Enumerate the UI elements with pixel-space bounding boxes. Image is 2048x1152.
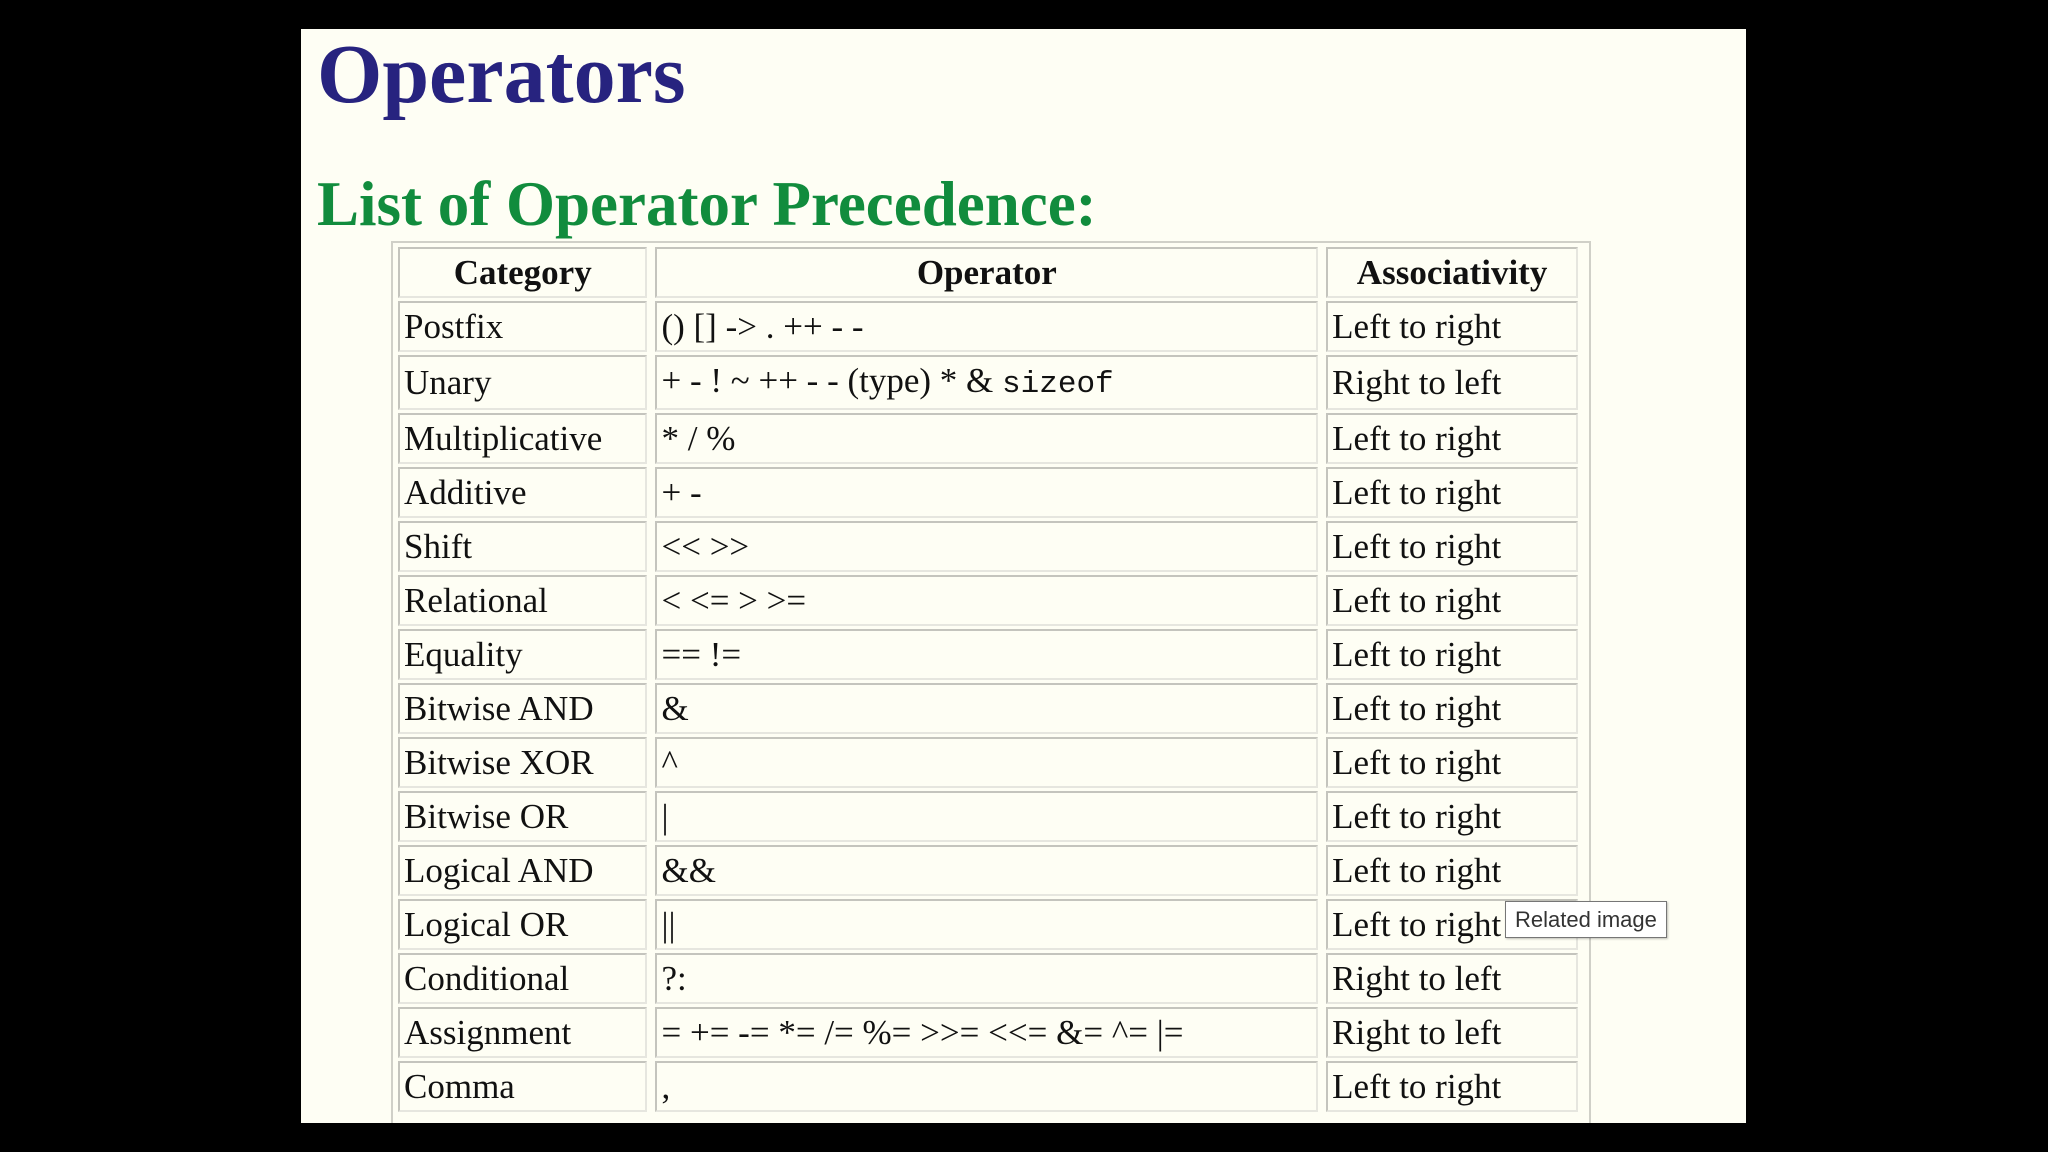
row-operator-cell [655,355,1318,410]
slide [301,29,1746,1123]
table-header-row [398,247,1578,298]
row-operator: == != [655,629,1318,680]
table-row [398,413,1578,464]
precedence-table-image[interactable] [391,241,1591,1123]
row-operator: & [655,683,1318,734]
row-category: Bitwise AND [398,683,647,734]
row-associativity: Left to right [1326,521,1578,572]
row-operator: + - [655,467,1318,518]
table-row [398,791,1578,842]
row-associativity: Right to left [1326,1007,1578,1058]
slide-subtitle: List of Operator Precedence: [317,169,1097,239]
row-category: Multiplicative [398,413,647,464]
row-associativity: Left to right [1326,301,1578,352]
row-operator: = += -= *= /= %= >>= <<= &= ^= |= [655,1007,1318,1058]
table-row [398,629,1578,680]
row-category: Logical OR [398,899,647,950]
table-row [398,355,1578,410]
row-associativity: Left to right [1326,629,1578,680]
slide-title: Operators [317,29,686,121]
row-category: Relational [398,575,647,626]
row-operator: ^ [655,737,1318,788]
row-operator: + - ! ~ ++ - - (type) * & [661,361,994,400]
table-row [398,845,1578,896]
header-associativity: Associativity [1326,247,1578,298]
row-category: Bitwise OR [398,791,647,842]
row-category: Bitwise XOR [398,737,647,788]
header-category: Category [398,247,647,298]
row-associativity: Left to right [1326,413,1578,464]
row-operator: () [] -> . ++ - - [655,301,1318,352]
row-associativity: Left to right [1326,683,1578,734]
row-category: Conditional [398,953,647,1004]
row-associativity: Right to left [1326,355,1578,410]
row-associativity: Left to right [1326,737,1578,788]
row-category: Logical AND [398,845,647,896]
row-associativity: Left to right [1326,467,1578,518]
row-operator: * / % [655,413,1318,464]
row-category: Additive [398,467,647,518]
row-operator: && [655,845,1318,896]
table-row [398,1007,1578,1058]
row-category: Assignment [398,1007,647,1058]
header-operator: Operator [655,247,1318,298]
row-operator-code: sizeof [1002,367,1114,402]
precedence-table [390,244,1586,1115]
table-row [398,953,1578,1004]
row-operator: || [655,899,1318,950]
table-row [398,301,1578,352]
row-operator: ?: [655,953,1318,1004]
row-associativity: Left to right [1326,845,1578,896]
row-operator: << >> [655,521,1318,572]
table-row [398,467,1578,518]
row-associativity: Left to right [1326,1061,1578,1112]
table-row [398,683,1578,734]
row-operator: | [655,791,1318,842]
row-operator: < <= > >= [655,575,1318,626]
row-category: Equality [398,629,647,680]
related-image-tooltip: Related image [1505,901,1667,938]
row-category: Comma [398,1061,647,1112]
row-associativity: Left to right [1326,575,1578,626]
table-row [398,737,1578,788]
row-associativity: Left to right [1326,791,1578,842]
row-category: Unary [398,355,647,410]
row-associativity: Left to right [1326,899,1578,950]
table-row [398,899,1578,950]
table-row [398,575,1578,626]
table-row [398,521,1578,572]
row-category: Shift [398,521,647,572]
row-operator: , [655,1061,1318,1112]
row-associativity: Right to left [1326,953,1578,1004]
row-category: Postfix [398,301,647,352]
table-row [398,1061,1578,1112]
